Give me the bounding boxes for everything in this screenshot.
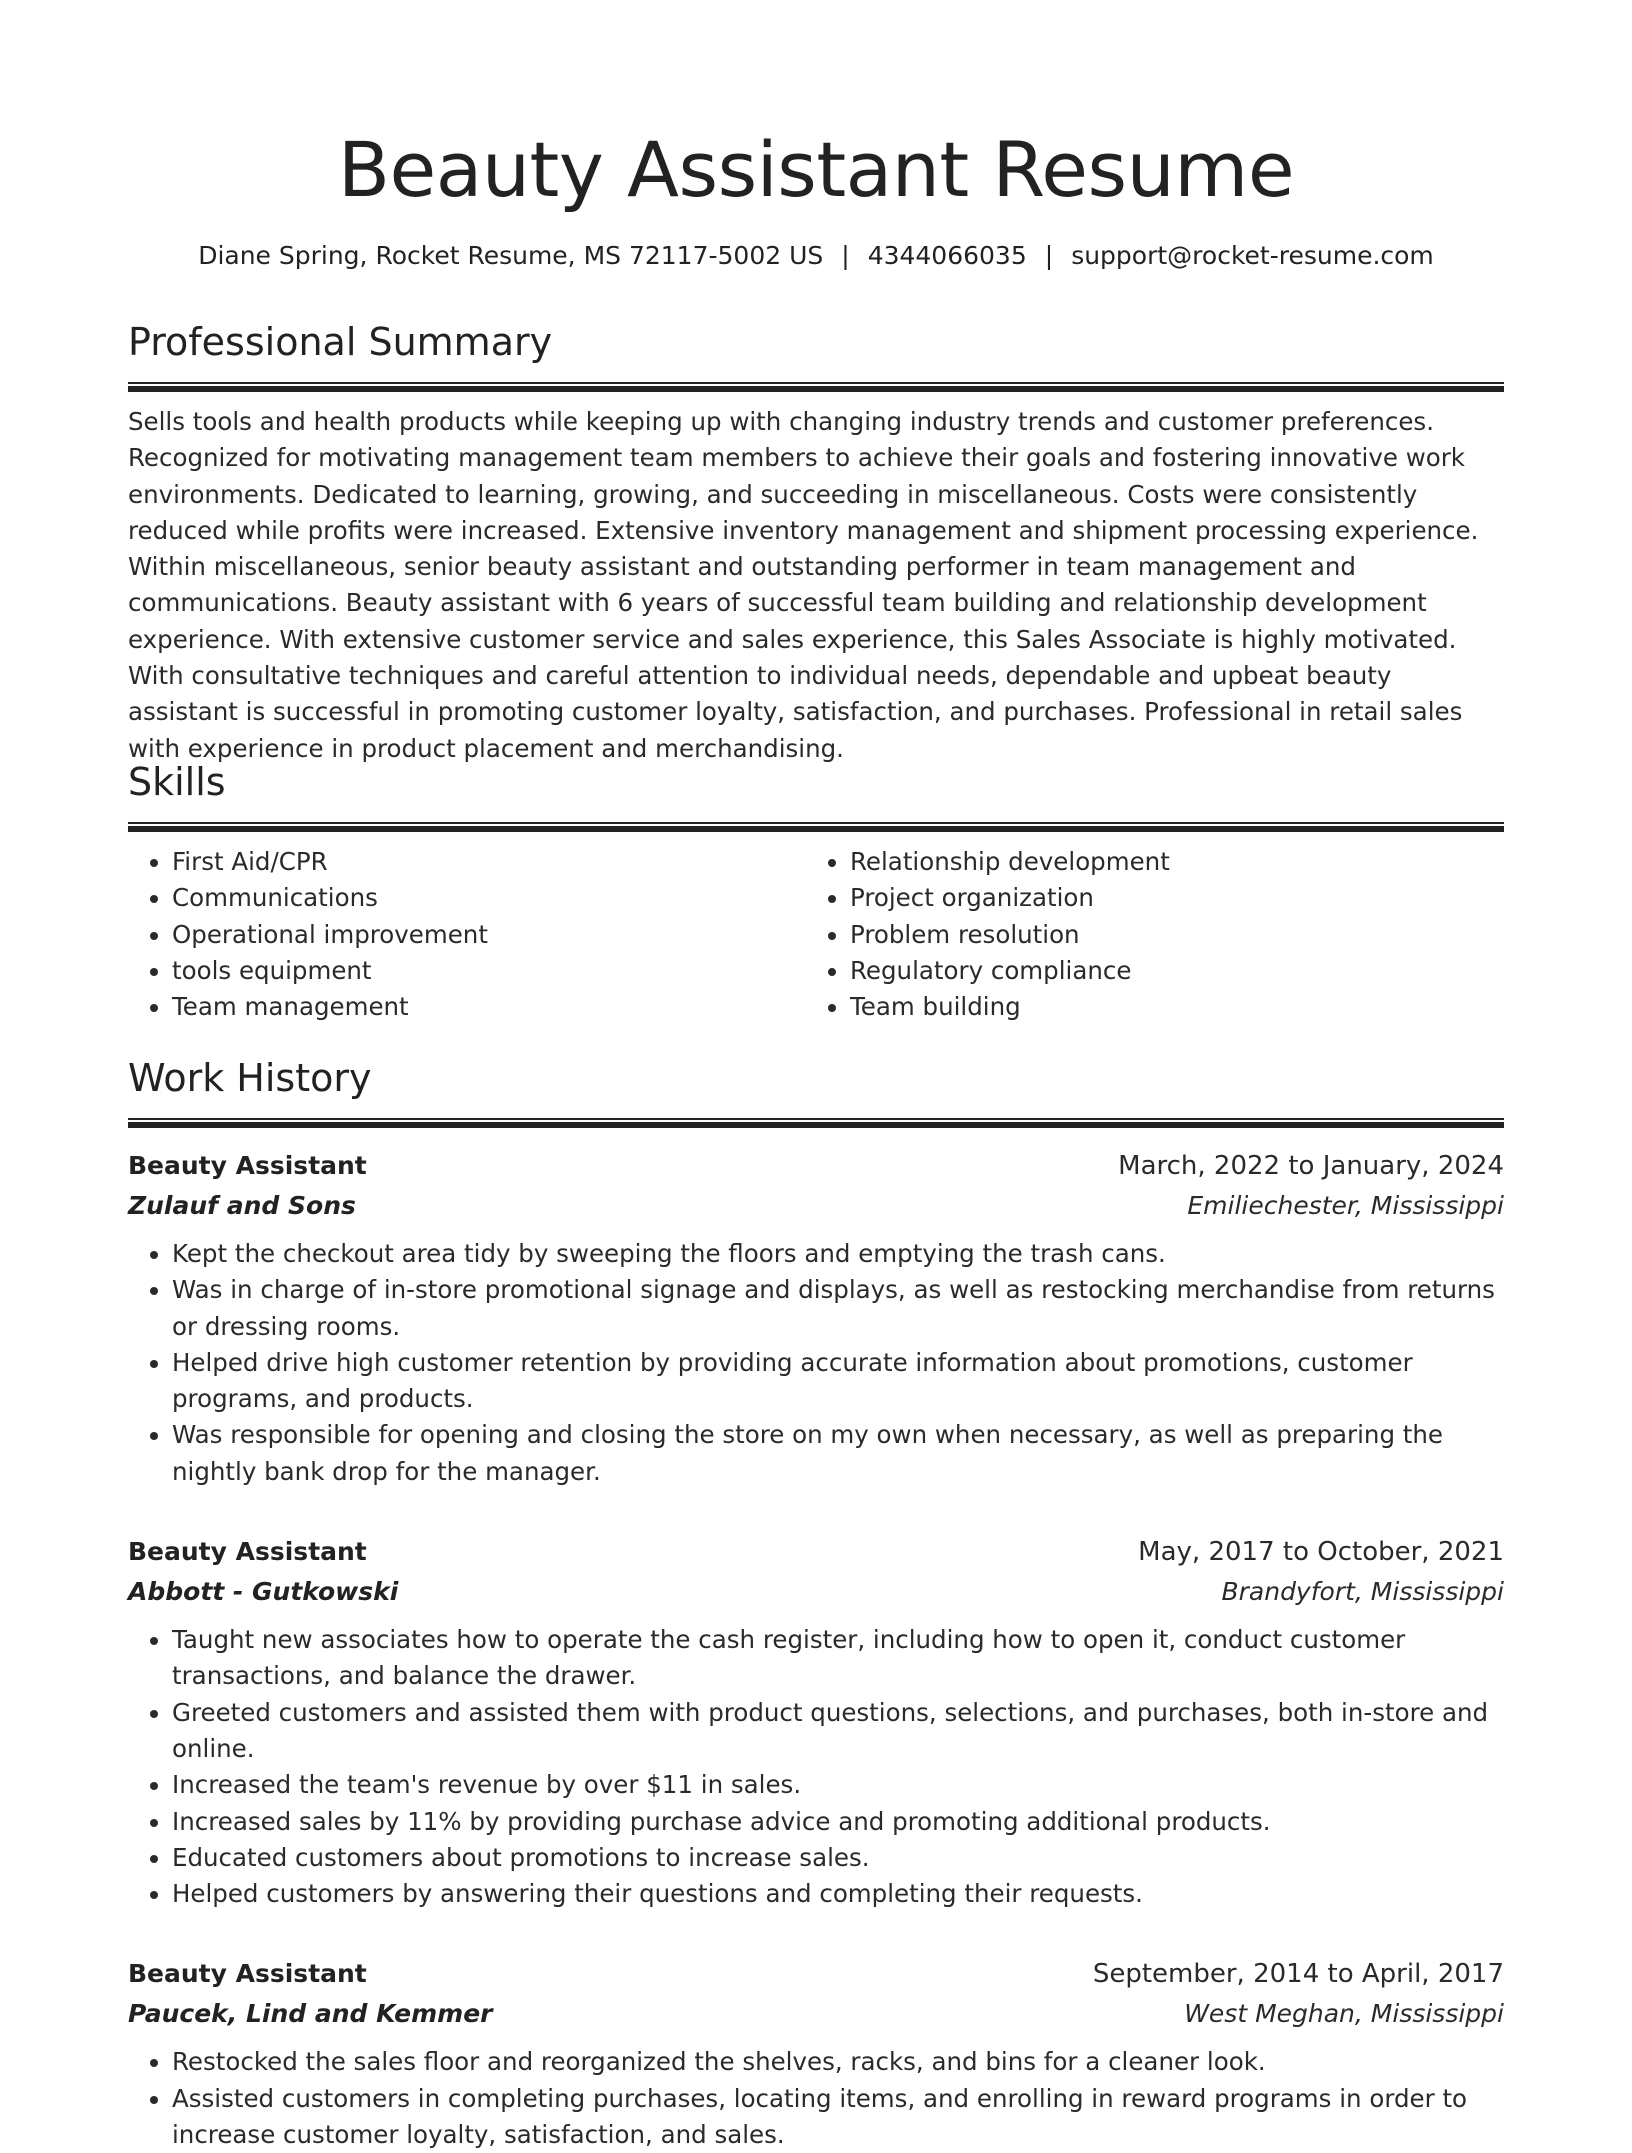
summary-text: Sells tools and health products while keeping up with changing industry trends and customer preferences. Recognized for motivating management team members to achieve their goals and fostering innovative work environments. Dedicated to learning, growing, and succeeding in miscellaneous. Costs were consistently reduced while profits were increased. Extensive inventory management and shipment processing experience. Within miscellaneous, senior beauty assistant and outstanding performer in team management and communications. Beauty assistant with 6 years of successful team building and relationship development experience. With extensive customer service and sales experience, this Sales Associate is highly motivated. With consultative techniques and careful attention to individual needs, dependable and upbeat beauty assistant is successful in promoting customer loyalty, satisfaction, and purchases. Professional in retail sales with experience in product placement and merchandising. — [128, 407, 1479, 763]
work-history-heading: Work History — [128, 1056, 372, 1100]
job-header-row — [128, 1954, 1504, 1994]
job-bullets — [128, 2044, 1504, 2153]
contact-address: Diane Spring, Rocket Resume, MS 72117-5002 US — [198, 241, 824, 270]
contact-separator: | — [1044, 241, 1054, 270]
skills-grid — [128, 844, 1504, 1025]
job-header-row — [128, 1532, 1504, 1572]
job-dates: May, 2017 to October, 2021 — [1138, 1537, 1504, 1568]
job-company-row — [128, 1572, 1504, 1612]
job-bullet: • Assisted customers in completing purchases, locating items, and enrolling in reward programs in order to increase customer loyalty, satisfaction, and sales. — [172, 2081, 1504, 2153]
summary-section — [128, 316, 1504, 767]
job-bullet: • Was in charge of in-store promotional signage and displays, as well as restocking merchandise from returns or dressing rooms. — [172, 1272, 1504, 1345]
contact-email: support@rocket-resume.com — [1071, 241, 1434, 270]
job-bullets — [128, 1236, 1504, 1490]
job-location: West Meghan, Mississippi — [1184, 1999, 1504, 2029]
skill-item: • First Aid/CPR — [172, 844, 806, 880]
contact-separator: | — [841, 241, 850, 270]
contact-phone: 4344066035 — [867, 241, 1027, 270]
skills-section — [128, 756, 1504, 1025]
job-bullet: • Educated customers about promotions to increase sales. — [172, 1840, 1504, 1876]
work-history-section — [128, 1052, 1504, 2153]
job-company-row — [128, 1186, 1504, 1226]
skill-item: • tools equipment — [172, 953, 806, 989]
summary-heading: Professional Summary — [128, 320, 553, 364]
job-header-row — [128, 1146, 1504, 1186]
job-company: Paucek, Lind and Kemmer — [128, 1999, 493, 2029]
job-title: Beauty Assistant — [128, 1959, 367, 1989]
job-bullet: • Kept the checkout area tidy by sweeping the floors and emptying the trash cans. — [172, 1236, 1504, 1272]
job-entry — [128, 1954, 1504, 2153]
job-bullets — [128, 1622, 1504, 1912]
job-dates: March, 2022 to January, 2024 — [1118, 1151, 1504, 1181]
job-entry — [128, 1532, 1504, 1912]
job-bullet: • Increased the team's revenue by over $11 in sales. — [172, 1767, 1504, 1803]
job-location: Brandyfort, Mississippi — [1221, 1577, 1504, 1607]
job-company: Abbott - Gutkowski — [128, 1577, 399, 1607]
skill-item: • Team management — [172, 989, 806, 1025]
job-bullet: • Was responsible for opening and closing the store on my own when necessary, as well as preparing the nightly bank drop for the manager. — [172, 1417, 1504, 1490]
skill-item: • Problem resolution — [850, 917, 1484, 953]
skill-item: • Regulatory compliance — [850, 953, 1484, 989]
skill-item: • Relationship development — [850, 844, 1484, 880]
skills-list-right — [806, 844, 1484, 1025]
job-dates: September, 2014 to April, 2017 — [1092, 1959, 1504, 1990]
job-company: Zulauf and Sons — [128, 1191, 356, 1220]
skills-list-left — [128, 844, 806, 1025]
skill-item: • Communications — [172, 880, 806, 916]
job-title: Beauty Assistant — [128, 1151, 367, 1180]
skill-item: • Operational improvement — [172, 917, 806, 953]
job-title: Beauty Assistant — [128, 1537, 367, 1567]
skill-item: • Project organization — [850, 880, 1484, 916]
contact-line — [128, 238, 1504, 274]
section-divider — [128, 382, 1504, 392]
job-bullet: • Greeted customers and assisted them with product questions, selections, and purchases, both in-store and online. — [172, 1695, 1504, 1768]
job-bullet: • Taught new associates how to operate the cash register, including how to open it, conduct customer transactions, and balance the drawer. — [172, 1622, 1504, 1695]
page-title: Beauty Assistant Resume — [337, 125, 1295, 214]
job-bullet: • Helped drive high customer retention by providing accurate information about promotions, customer programs, and products. — [172, 1345, 1504, 1418]
section-divider — [128, 1118, 1504, 1128]
job-bullet: • Increased sales by 11% by providing purchase advice and promoting additional products. — [172, 1804, 1504, 1840]
skills-heading: Skills — [128, 760, 226, 804]
job-entry — [128, 1146, 1504, 1490]
job-company-row — [128, 1994, 1504, 2034]
section-divider — [128, 822, 1504, 832]
job-bullet: • Restocked the sales floor and reorganized the shelves, racks, and bins for a cleaner look. — [172, 2044, 1504, 2080]
job-bullet: • Helped customers by answering their questions and completing their requests. — [172, 1876, 1504, 1912]
skill-item: • Team building — [850, 989, 1484, 1025]
job-location: Emiliechester, Mississippi — [1187, 1191, 1504, 1220]
